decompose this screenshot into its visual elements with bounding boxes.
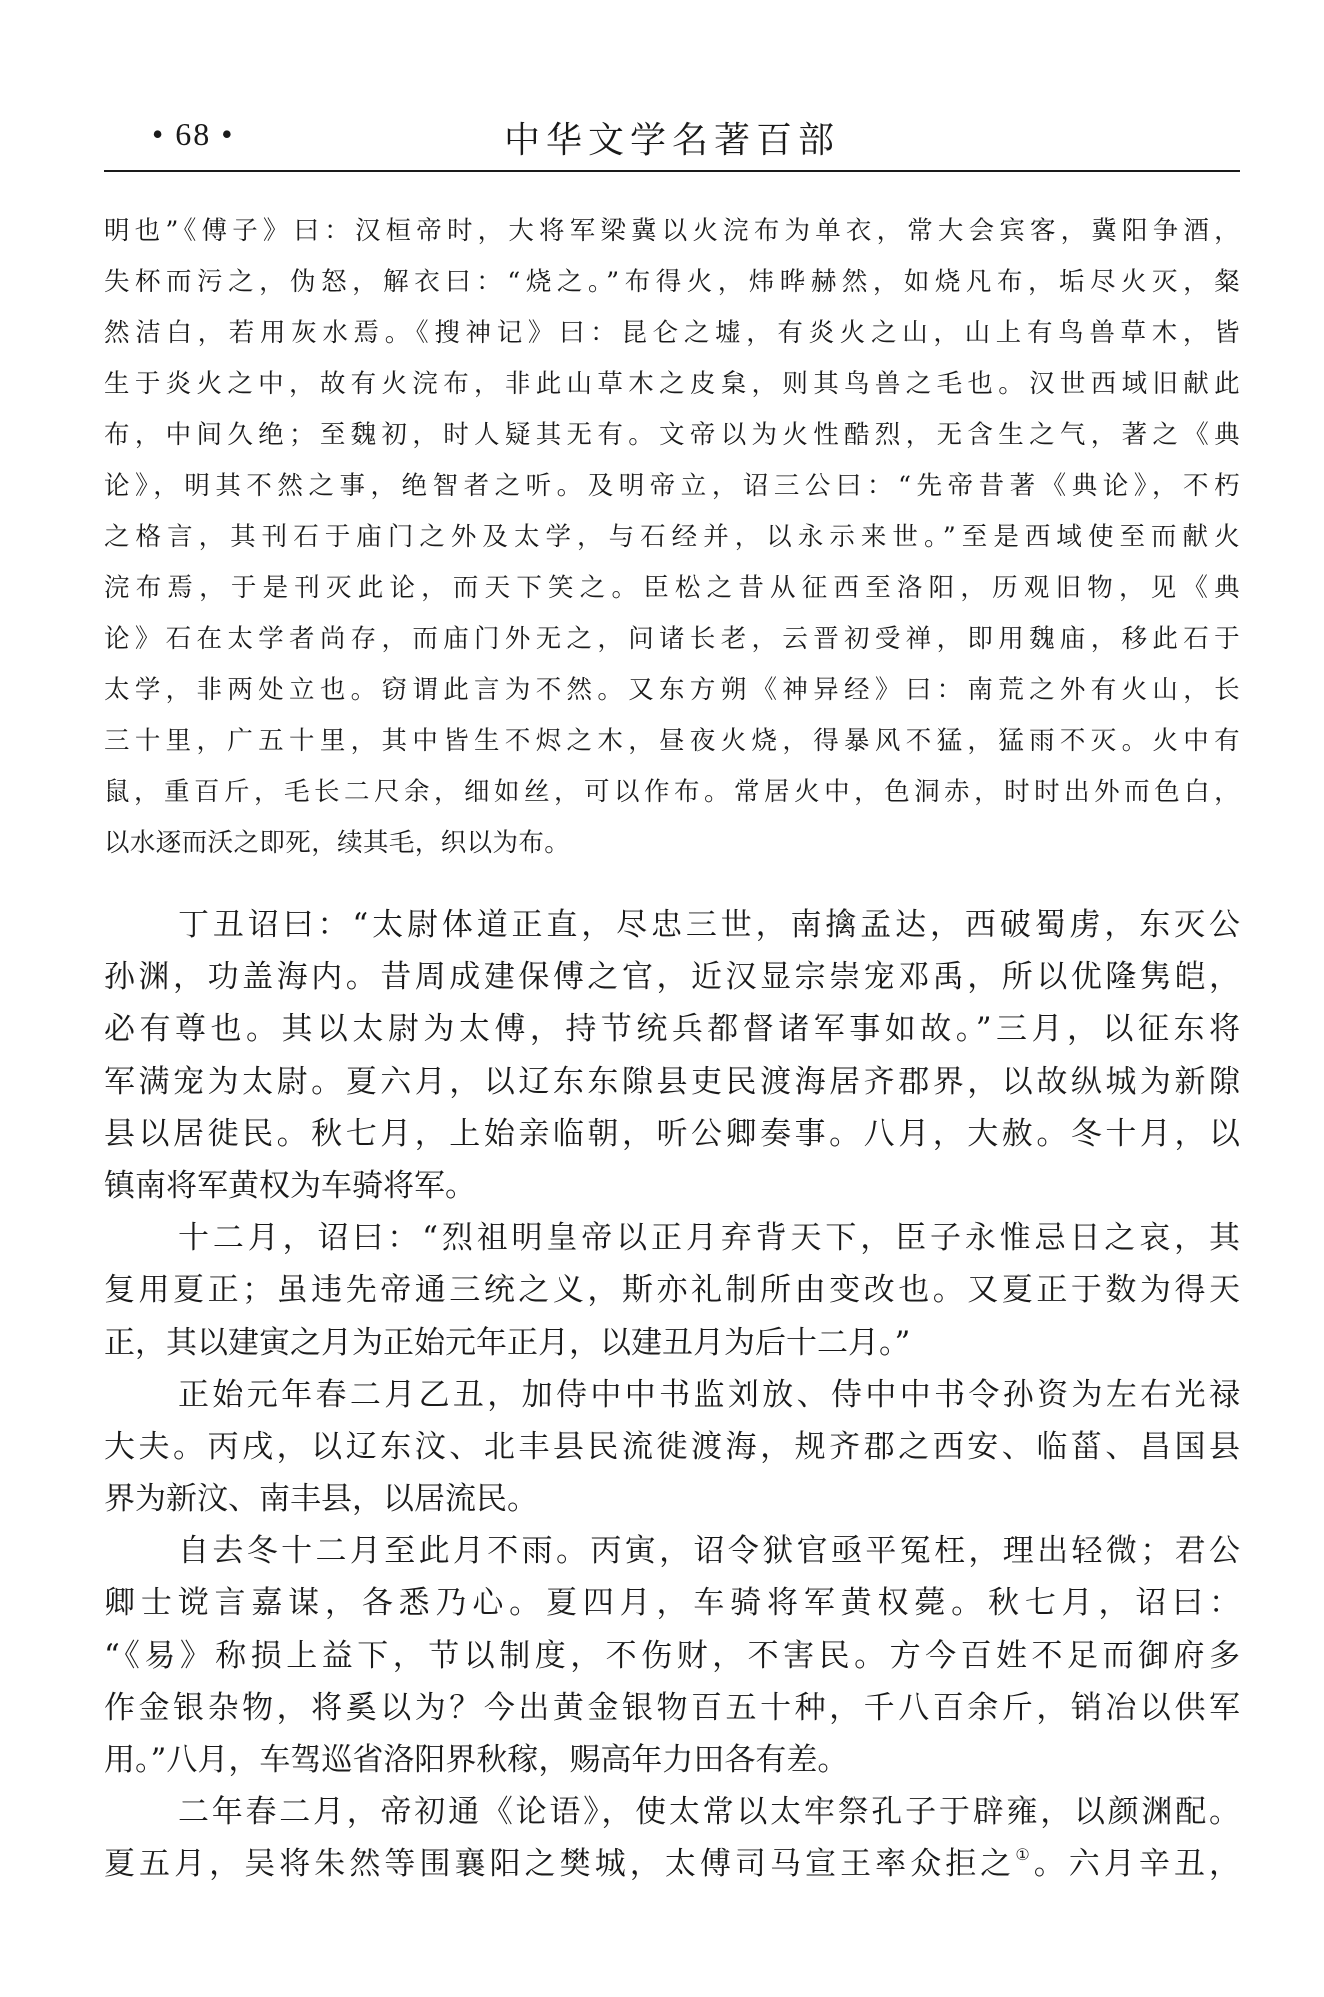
book-page: [104, 0, 1240, 1997]
annotation-line: 生于炎火之中，故有火浣布，非此山草木之皮枲，则其鸟兽之毛也。汉世西域旧献此: [104, 369, 1240, 399]
paragraph-line: 县以居徙民。秋七月，上始亲临朝，听公卿奏事。八月，大赦。冬十月，以: [104, 1115, 1240, 1152]
paragraph-line: 作金银杂物，将奚以为？今出黄金银物百五十种，千八百余斤，销冶以供军: [104, 1689, 1240, 1726]
paragraph-line: 复用夏正；虽违先帝通三统之义，斯亦礼制所由变改也。又夏正于数为得天: [104, 1272, 1240, 1309]
annotation-line: 之格言，其刊石于庙门之外及太学，与石经并，以永示来世。”至是西域使至而献火: [104, 522, 1240, 552]
paragraph-line: 正，其以建寅之月为正始元年正月，以建丑月为后十二月。”: [104, 1324, 911, 1361]
paragraph-line-with-footnote: [104, 1838, 1240, 1890]
paragraph-line: 必有尊也。其以太尉为太傅，持节统兵都督诸军事如故。”三月，以征东将: [104, 1011, 1240, 1048]
annotation-line: 论》石在太学者尚存，而庙门外无之，问诸长老，云晋初受禅，即用魏庙，移此石于: [104, 624, 1240, 654]
annotation-line: 失杯而污之，伪怒，解衣曰：“烧之。”布得火，炜晔赫然，如烧凡布，垢尽火灭，粲: [104, 267, 1240, 297]
paragraph-line: 丁丑诏曰：“太尉体道正直，尽忠三世，南擒孟达，西破蜀虏，东灭公: [178, 907, 1240, 943]
paragraph-line: 用。”八月，车驾巡省洛阳界秋稼，赐高年力田各有差。: [104, 1742, 849, 1778]
paragraph-text: 夏五月，吴将朱然等围襄阳之樊城，太傅司马宣王率众拒之: [104, 1846, 1016, 1883]
paragraph-line: 正始元年春二月乙丑，加侍中中书监刘放、侍中中书令孙资为左右光禄: [178, 1376, 1240, 1413]
main-text: [104, 899, 1240, 1891]
annotation-line: 浣布焉，于是刊灭此论，而天下笑之。臣松之昔从征西至洛阳，历观旧物，见《典: [104, 573, 1240, 603]
annotation-line: 太学，非两处立也。窃谓此言为不然。又东方朔《神异经》曰：南荒之外有火山，长: [104, 675, 1240, 705]
footnote-marker[interactable]: ①: [1015, 1845, 1034, 1865]
annotation-block: [104, 206, 1240, 869]
paragraph-line: 孙渊，功盖海内。昔周成建保傅之官，近汉显宗崇宠邓禹，所以优隆隽皑，: [104, 959, 1240, 996]
paragraph-line: 镇南将军黄权为车骑将军。: [104, 1167, 476, 1204]
paragraph-text: 。六月辛丑，: [1033, 1846, 1241, 1883]
paragraph-line: 界为新汶、南丰县，以居流民。: [104, 1481, 538, 1518]
book-title: 中华文学名著百部: [503, 120, 840, 161]
paragraph-line: 大夫。丙戌，以辽东汶、北丰县民流徙渡海，规齐郡之西安、临菑、昌国县: [104, 1428, 1240, 1465]
annotation-line: 然洁白，若用灰水焉。《搜神记》曰：昆仑之墟，有炎火之山，山上有鸟兽草木，皆: [104, 318, 1240, 348]
page-number: • 68 •: [152, 116, 235, 152]
paragraph-line: 二年春二月，帝初通《论语》，使太常以太牢祭孔子于辟雍，以颜渊配。: [178, 1794, 1240, 1831]
annotation-line: 布，中间久绝；至魏初，时人疑其无有。文帝以为火性酷烈，无含生之气，著之《典: [104, 420, 1240, 450]
page-header: [104, 104, 1240, 164]
paragraph-line: 军满宠为太尉。夏六月，以辽东东隙县吏民渡海居齐郡界，以故纵城为新隙: [104, 1063, 1240, 1100]
paragraph-line: 卿士谠言嘉谋，各悉乃心。夏四月，车骑将军黄权薨。秋七月，诏曰：: [104, 1585, 1240, 1622]
header-rule: [104, 170, 1240, 172]
annotation-line: 鼠，重百斤，毛长二尺余，细如丝，可以作布。常居火中，色洞赤，时时出外而色白，: [104, 777, 1240, 807]
paragraph-line: 自去冬十二月至此月不雨。丙寅，诏令狱官亟平冤枉，理出轻微；君公: [178, 1533, 1240, 1570]
paragraph-line: 十二月，诏曰：“烈祖明皇帝以正月弃背天下，臣子永惟忌日之哀，其: [178, 1220, 1240, 1257]
annotation-line: 论》，明其不然之事，绝智者之听。及明帝立，诏三公曰：“先帝昔著《典论》，不朽: [104, 471, 1240, 501]
annotation-line: 明也”《傅子》曰：汉桓帝时，大将军梁冀以火浣布为单衣，常大会宾客，冀阳争酒，: [104, 216, 1240, 246]
paragraph-line: “《易》称损上益下，节以制度，不伤财，不害民。方今百姓不足而御府多: [104, 1637, 1240, 1674]
annotation-line: 三十里，广五十里，其中皆生不烬之木，昼夜火烧，得暴风不猛，猛雨不灭。火中有: [104, 726, 1240, 756]
annotation-line: 以水逐而沃之即死，续其毛，织以为布。: [104, 828, 571, 858]
